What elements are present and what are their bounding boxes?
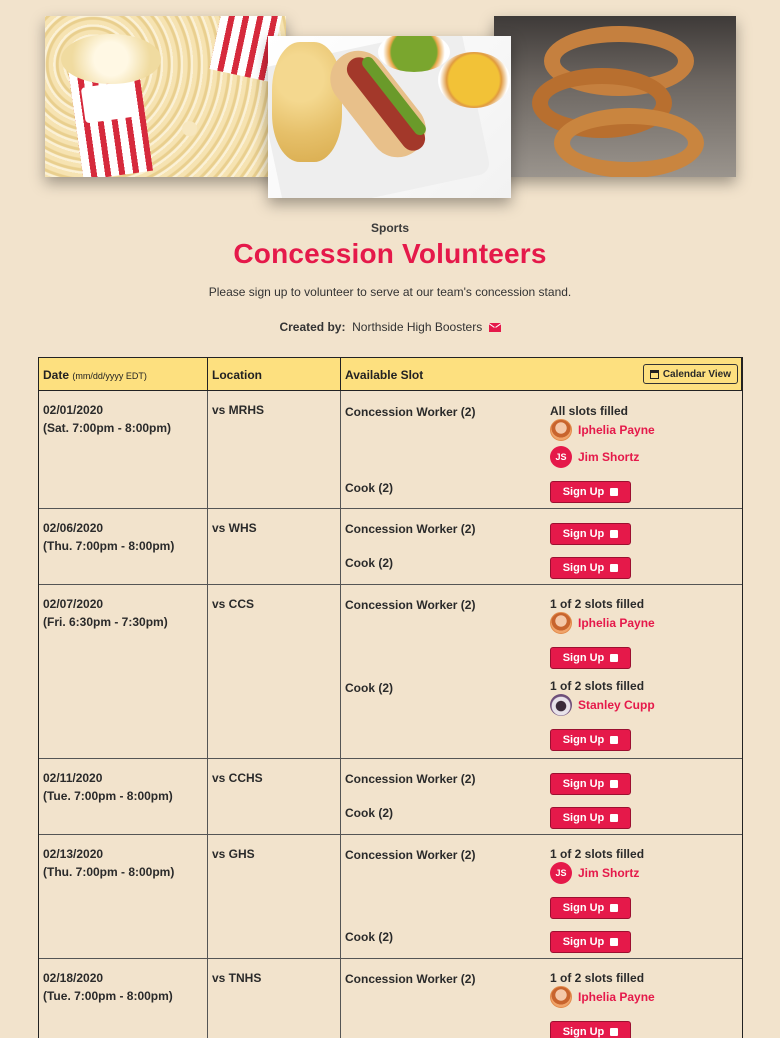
- volunteer[interactable]: Iphelia Payne: [550, 419, 655, 441]
- checkbox-icon: [610, 488, 618, 496]
- creator-name: Northside High Boosters: [352, 320, 483, 334]
- calendar-icon: [650, 370, 659, 379]
- avatar: [550, 419, 572, 441]
- row-date: 02/13/2020: [43, 847, 104, 861]
- signup-button[interactable]: Sign Up: [550, 647, 631, 669]
- volunteer[interactable]: Iphelia Payne: [550, 612, 655, 634]
- hotdog-photo: [268, 36, 511, 198]
- created-by-label: Created by:: [279, 320, 346, 334]
- row-time: (Tue. 7:00pm - 8:00pm): [43, 789, 173, 803]
- popcorn-photo: [45, 16, 286, 177]
- row-location: vs TNHS: [208, 959, 341, 1038]
- slot-name: Concession Worker (2): [345, 522, 476, 536]
- checkbox-icon: [610, 736, 618, 744]
- checkbox-icon: [610, 654, 618, 662]
- slot-name: Cook (2): [345, 930, 393, 944]
- slot-name: Concession Worker (2): [345, 972, 476, 986]
- calendar-view-button[interactable]: Calendar View: [643, 364, 738, 384]
- page-title: Concession Volunteers: [233, 238, 547, 269]
- row-location: vs MRHS: [208, 391, 341, 508]
- col-slot-header: Available Slot: [341, 358, 742, 390]
- mail-icon[interactable]: [489, 323, 501, 332]
- created-by: [0, 320, 780, 334]
- slot-name: Cook (2): [345, 681, 393, 695]
- pretzel-photo: [494, 16, 736, 177]
- table-row: [39, 391, 742, 509]
- slot-name: Concession Worker (2): [345, 772, 476, 786]
- table-header: [39, 358, 742, 391]
- row-time: (Thu. 7:00pm - 8:00pm): [43, 539, 175, 553]
- page-description: Please sign up to volunteer to serve at our team's concession stand.: [208, 285, 572, 299]
- col-location-header: Location: [208, 358, 341, 390]
- row-date: 02/01/2020: [43, 403, 104, 417]
- row-location: vs CCHS: [208, 759, 341, 834]
- slot-name: Cook (2): [345, 556, 393, 570]
- table-row: [39, 585, 742, 759]
- row-time: (Thu. 7:00pm - 8:00pm): [43, 865, 175, 879]
- row-date: 02/07/2020: [43, 597, 104, 611]
- row-time: (Fri. 6:30pm - 7:30pm): [43, 615, 168, 629]
- signup-button[interactable]: Sign Up: [550, 557, 631, 579]
- avatar: JS: [550, 446, 572, 468]
- category-label: Sports: [370, 221, 409, 235]
- signup-button[interactable]: Sign Up: [550, 931, 631, 953]
- signup-button[interactable]: Sign Up: [550, 1021, 631, 1038]
- row-location: vs WHS: [208, 509, 341, 584]
- slot-status: 1 of 2 slots filled: [550, 679, 645, 693]
- volunteer[interactable]: JS Jim Shortz: [550, 862, 639, 884]
- row-date: 02/18/2020: [43, 971, 104, 985]
- checkbox-icon: [610, 814, 618, 822]
- slot-name: Concession Worker (2): [345, 405, 476, 419]
- checkbox-icon: [610, 564, 618, 572]
- signup-button[interactable]: Sign Up: [550, 773, 631, 795]
- checkbox-icon: [610, 904, 618, 912]
- signup-button[interactable]: Sign Up: [550, 481, 631, 503]
- slot-status: 1 of 2 slots filled: [550, 597, 645, 611]
- table-row: [39, 959, 742, 1038]
- row-location: vs CCS: [208, 585, 341, 758]
- slot-name: Cook (2): [345, 481, 393, 495]
- slot-status: All slots filled: [550, 404, 629, 418]
- checkbox-icon: [610, 530, 618, 538]
- slot-name: Concession Worker (2): [345, 598, 476, 612]
- row-date: 02/11/2020: [43, 771, 103, 785]
- volunteer[interactable]: Stanley Cupp: [550, 694, 655, 716]
- checkbox-icon: [610, 1028, 618, 1036]
- slot-name: Concession Worker (2): [345, 848, 476, 862]
- signup-button[interactable]: Sign Up: [550, 729, 631, 751]
- table-row: [39, 759, 742, 835]
- avatar: [550, 612, 572, 634]
- volunteer[interactable]: JS Jim Shortz: [550, 446, 639, 468]
- date-format-hint: (mm/dd/yyyy EDT): [72, 371, 147, 381]
- slot-name: Cook (2): [345, 806, 393, 820]
- slot-status: 1 of 2 slots filled: [550, 847, 645, 861]
- signup-button[interactable]: Sign Up: [550, 897, 631, 919]
- row-date: 02/06/2020: [43, 521, 104, 535]
- slot-status: 1 of 2 slots filled: [550, 971, 645, 985]
- table-row: [39, 835, 742, 959]
- table-row: [39, 509, 742, 585]
- checkbox-icon: [610, 780, 618, 788]
- col-date-header: Date (mm/dd/yyyy EDT): [39, 358, 208, 390]
- signup-button[interactable]: Sign Up: [550, 523, 631, 545]
- signup-button[interactable]: Sign Up: [550, 807, 631, 829]
- hero-banner: [0, 0, 780, 210]
- signup-table: [38, 357, 743, 1038]
- row-time: (Sat. 7:00pm - 8:00pm): [43, 421, 172, 435]
- volunteer[interactable]: Iphelia Payne: [550, 986, 655, 1008]
- avatar: JS: [550, 862, 572, 884]
- avatar: [550, 986, 572, 1008]
- avatar: [550, 694, 572, 716]
- row-time: (Tue. 7:00pm - 8:00pm): [43, 989, 173, 1003]
- row-location: vs GHS: [208, 835, 341, 958]
- checkbox-icon: [610, 938, 618, 946]
